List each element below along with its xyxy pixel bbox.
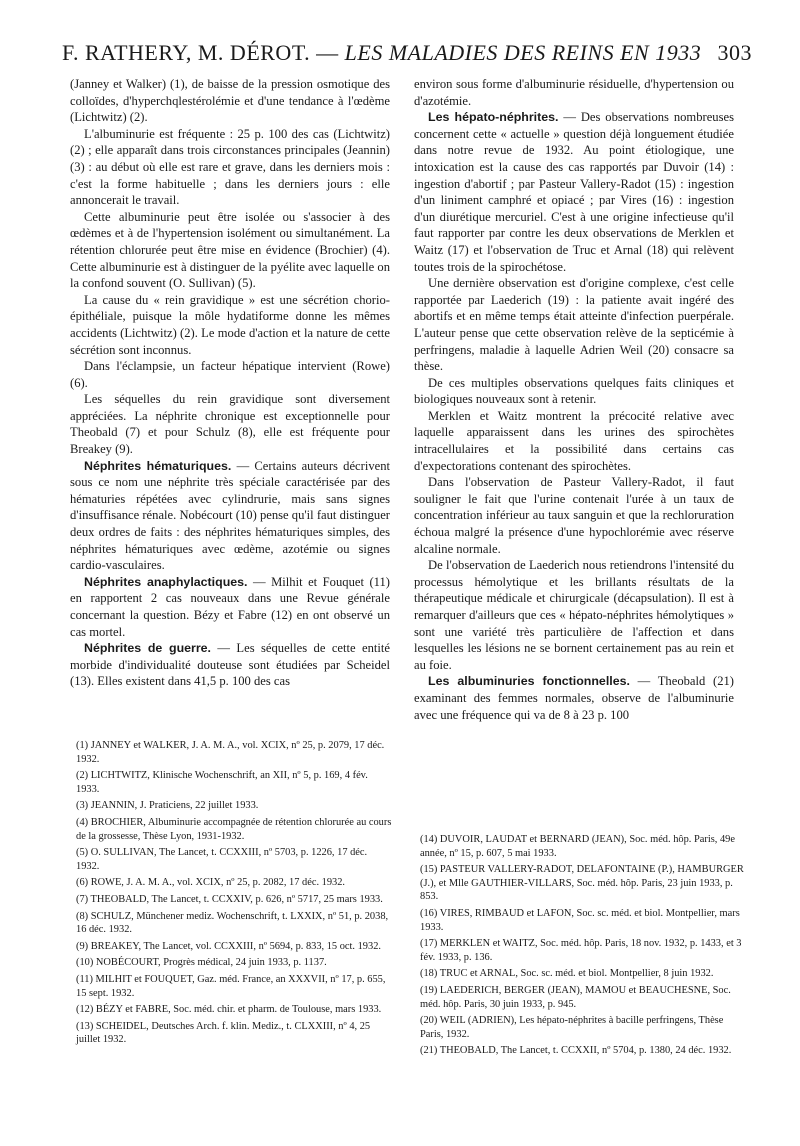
paragraph: Merklen et Waitz montrent la précocité relative avec laquelle apparaissent dans les urines des spirochètes intracellulaires et la possibilité dans certains cas d'expectorations contenant des spirochètes.	[414, 408, 734, 473]
footnote: (3) JEANNIN, J. Praticiens, 22 juillet 1933.	[76, 800, 259, 812]
paragraph: (Janney et Walker) (1), de baisse de la pression osmotique des colloïdes, d'hyperchqlestérolémie et d'une tendance à l'œdème (Lichtwitz) (2).	[70, 77, 390, 125]
header-authors: F. RATHERY, M. DÉROT. —	[62, 40, 339, 65]
footnote: (19) LAEDERICH, BERGER (JEAN), MAMOU et BEAUCHESNE, Soc. méd. hôp. Paris, 30 juin 1933, p. 945.	[420, 984, 731, 1010]
footnote: (9) BREAKEY, The Lancet, vol. CCXXIII, nº 5694, p. 833, 15 oct. 1932.	[76, 940, 381, 952]
paragraph-text: — Des observations nombreuses concernent cette « actuelle » question déjà longuement étudiée dans notre revue de 1932. Au point étiologique, une intoxication est la cause des cas rapportés par Duvoir (14) : ingestion d'abortif ; par Pasteur Vallery-Radot (15) : ingestion d'un liniment camphré et opiacé ; par Vires (16) : ingestion d'un diurétique mercuriel. C'est à une origine infectieuse qu'il faut rapporter par contre les deux observations de Merklen et Waitz (17) et l'observation de Truc et Arnal (18) qui relèvent toutes trois de la spirochétose.	[414, 110, 734, 274]
header-title: LES MALADIES DES REINS EN 1933	[344, 40, 702, 65]
paragraph	[70, 458, 390, 574]
right-footnotes	[420, 833, 746, 1061]
footnote: (10) NOBÉCOURT, Progrès médical, 24 juin 1933, p. 1137.	[76, 957, 327, 969]
footnote: (5) O. SULLIVAN, The Lancet, t. CCXXIII, nº 5703, p. 1226, 17 déc. 1932.	[76, 847, 368, 872]
left-column	[70, 76, 390, 690]
section-heading: Les hépato-néphrites.	[428, 110, 559, 125]
section-heading: Néphrites anaphylactiques.	[84, 574, 248, 589]
section-heading: Néphrites hématuriques.	[84, 458, 232, 473]
footnote: (6) ROWE, J. A. M. A., vol. XCIX, nº 25, p. 2082, 17 déc. 1932.	[76, 877, 346, 889]
footnote: (15) PASTEUR VALLERY-RADOT, DELAFONTAINE (P.), HAMBURGER (J.), et Mlle GAUTHIER-VILLARS, Soc. méd. hôp. Paris, 23 juin 1933, p. 853.	[420, 864, 744, 903]
footnote: (20) WEIL (ADRIEN), Les hépato-néphrites à bacille perfringens, Thèse Paris, 1932.	[420, 1015, 724, 1040]
footnote: (1) JANNEY et WALKER, J. A. M. A., vol. XCIX, nº 25, p. 2079, 17 déc. 1932.	[76, 740, 385, 765]
footnote: (4) BROCHIER, Albuminurie accompagnée de rétention chlorurée au cours de la grossesse, Thèse Lyon, 1931-1932.	[76, 816, 392, 842]
paragraph: Une dernière observation est d'origine complexe, c'est celle rapportée par Laederich (19) : la patiente avait ingéré des abortifs et en même temps était atteinte d'infection puerpérale. L'auteur pense que cette observation relève de la septicémie à perfringens, maladie à laquelle Adrien Weil (20) consacre sa thèse.	[414, 276, 734, 374]
paragraph: environ sous forme d'albuminurie résiduelle, d'hypertension ou d'azotémie.	[414, 77, 734, 108]
section-heading: Néphrites de guerre.	[84, 641, 212, 656]
paragraph: De l'observation de Laederich nous retiendrons l'intensité du processus hémolytique et les brillants résultats de la thérapeutique médicale et chirurgicale (décapsulation). Il est à remarquer d'ailleurs que ces « hépato-néphrites hémolytiques » sont une variété très particulière de l'affection et dans lesquelles les lésions ne se bornent certainement pas au rein et au foie.	[414, 558, 734, 672]
footnote: (21) THEOBALD, The Lancet, t. CCXXII, nº 5704, p. 1380, 24 déc. 1932.	[420, 1045, 732, 1057]
page-number: 303	[717, 40, 752, 65]
paragraph	[414, 109, 734, 275]
running-header	[62, 40, 752, 66]
footnote: (12) BÉZY et FABRE, Soc. méd. chir. et pharm. de Toulouse, mars 1933.	[76, 1004, 382, 1016]
paragraph: Cette albuminurie peut être isolée ou s'associer à des œdèmes et à de l'hypertension isolément ou simultanément. La rétention chlorurée peut être mise en évidence (Brochier) (4). Cette albuminurie est à distinguer de la pyélite avec laquelle on la confond souvent (O. Sullivan) (5).	[70, 209, 390, 291]
footnote: (11) MILHIT et FOUQUET, Gaz. méd. France, an XXXVII, nº 17, p. 655, 15 sept. 1932.	[76, 973, 386, 999]
paragraph: Dans l'éclampsie, un facteur hépatique intervient (Rowe) (6).	[70, 359, 390, 390]
footnote: (7) THEOBALD, The Lancet, t. CCXXIV, p. 626, nº 5717, 25 mars 1933.	[76, 893, 383, 905]
footnote: (16) VIRES, RIMBAUD et LAFON, Soc. sc. méd. et biol. Montpellier, mars 1933.	[420, 907, 740, 933]
paragraph: Les séquelles du rein gravidique sont diversement appréciées. La néphrite chronique est exceptionnelle pour Theobald (7) et pour Schulz (8), elle est fréquente pour Breakey (9).	[70, 392, 390, 457]
footnote: (2) LICHTWITZ, Klinische Wochenschrift, an XII, nº 5, p. 169, 4 fév. 1933.	[76, 770, 368, 795]
left-footnotes	[76, 739, 392, 1050]
paragraph	[414, 673, 734, 723]
paragraph: L'albuminurie est fréquente : 25 p. 100 des cas (Lichtwitz) (2) ; elle apparaît dans trois circonstances principales (Jeannin) (3) : au début où elle est rare et grave, dans les derniers mois : c'est la forme habituelle ; dans les derniers jours : elle annoncerait le travail.	[70, 126, 390, 208]
paragraph	[70, 574, 390, 640]
paragraph	[70, 640, 390, 690]
paragraph-text: — Les séquelles de cette entité morbide d'individualité douteuse sont étudiées par Scheidel (13). Elles existent dans 41,5 p. 100 des cas	[70, 641, 390, 689]
footnote: (14) DUVOIR, LAUDAT et BERNARD (JEAN), Soc. méd. hôp. Paris, 49e année, nº 15, p. 607, 5 mai 1933.	[420, 834, 735, 859]
paragraph: De ces multiples observations quelques faits cliniques et biologiques nouveaux sont à retenir.	[414, 375, 734, 407]
footnote: (13) SCHEIDEL, Deutsches Arch. f. klin. Mediz., t. CLXXIII, nº 4, 25 juillet 1932.	[76, 1020, 371, 1046]
right-column	[414, 76, 734, 723]
paragraph: La cause du « rein gravidique » est une sécrétion chorio-épithéliale, puisque la môle hydatiforme donne les mêmes accidents (Lichtwitz) (2). Le mode d'action et la nature de cette sécrétion sont inconnus.	[70, 292, 390, 357]
paragraph-text: — Milhit et Fouquet (11) en rapportent 2 cas nouveaux dans une Revue générale concernant la question. Bézy et Fabre (12) en ont observé un cas mortel.	[70, 574, 390, 639]
footnote: (17) MERKLEN et WAITZ, Soc. méd. hôp. Paris, 18 nov. 1932, p. 1433, et 3 fév. 1933, p. 136.	[420, 938, 742, 963]
footnote: (8) SCHULZ, Münchener mediz. Wochenschrift, t. LXXIX, nº 51, p. 2038, 16 déc. 1932.	[76, 910, 389, 936]
section-heading: Les albuminuries fonctionnelles.	[428, 674, 630, 689]
paragraph-text: — Certains auteurs décrivent sous ce nom une néphrite très spéciale caractérisée par des hématuries répétées avec cylindrurie, mais sans signes d'insuffisance rénale. Nobécourt (10) pense qu'il faut distinguer deux ordres de faits : des néphrites hématuriques simples, des néphrites hématuriques avec œdème, azotémie ou signes cardio-vasculaires.	[70, 458, 390, 573]
paragraph-text: — Theobald (21) examinant des femmes normales, observe de l'albuminurie avec une fréquence qui va de 8 à 23 p. 100	[414, 674, 735, 722]
footnote: (18) TRUC et ARNAL, Soc. sc. méd. et biol. Montpellier, 8 juin 1932.	[420, 968, 714, 980]
paragraph: Dans l'observation de Pasteur Vallery-Radot, il faut souligner le fait que l'urine contenait l'urée à un taux de concentration inférieur au taux sanguin et que la rechloruration échoua malgré la présence d'une hypochlorémie avec réserve alcaline normale.	[414, 475, 734, 556]
